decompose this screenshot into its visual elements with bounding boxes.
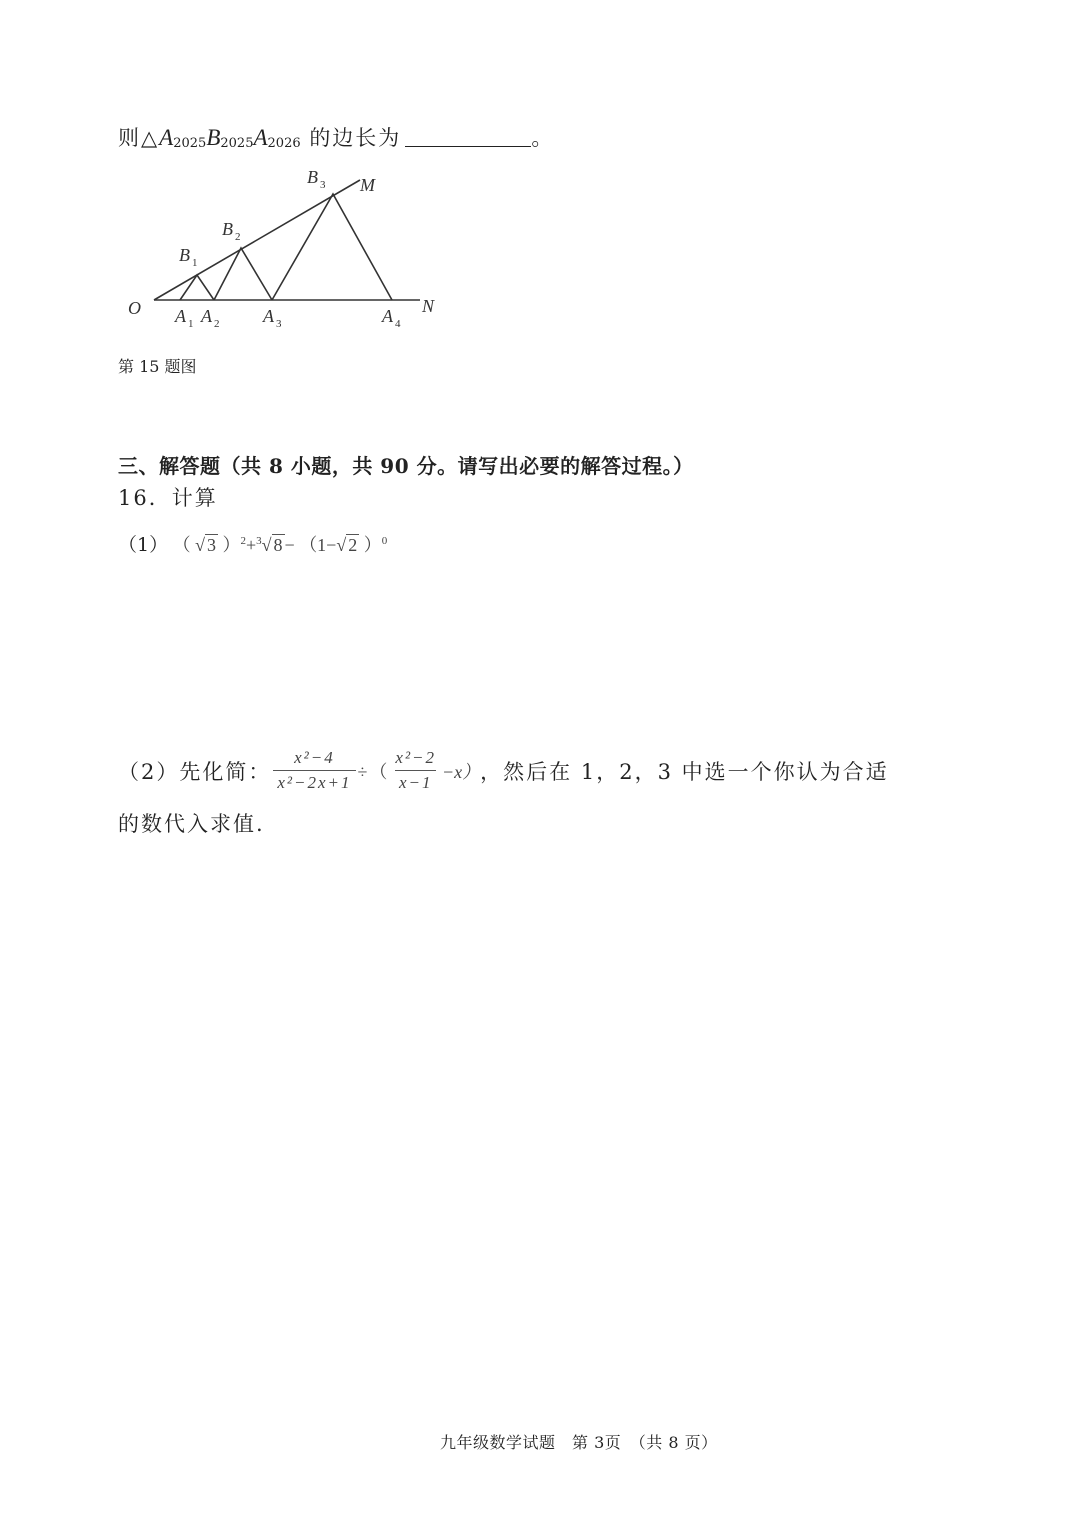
label-a3: A	[263, 306, 274, 326]
sub-2025-b: 2025	[220, 136, 254, 151]
plus-sign: +	[245, 535, 257, 555]
triangle-3	[272, 194, 392, 300]
sqrt-3: √ 3	[195, 535, 216, 555]
q16-part2	[118, 748, 889, 793]
label-a4: A	[382, 306, 393, 326]
radicand-3: 3	[206, 535, 216, 555]
radicand-8: 8	[273, 535, 283, 555]
paren-expr: （1−	[299, 535, 337, 555]
paren-open: （	[172, 535, 191, 555]
var-a: A	[159, 125, 174, 150]
part2-instruction: ，然后在 1，2，3 中选一个你认为合适	[480, 759, 889, 784]
label-b1: B	[179, 245, 190, 265]
label-b1-sub: 1	[192, 257, 198, 269]
paren-close-2: ）	[363, 535, 382, 555]
period: 。	[531, 126, 555, 150]
label-b2-sub: 2	[235, 231, 241, 243]
fraction-2-denominator: x−1	[395, 770, 437, 793]
sub-2026: 2026	[267, 136, 301, 151]
section-heading: 三、解答题（共 8 小题，共 90 分。请写出必要的解答过程。）	[118, 454, 694, 478]
var-b: B	[206, 125, 221, 150]
part2-label: （2）先化简：	[118, 759, 272, 784]
label-a2-sub: 2	[214, 318, 220, 330]
fraction-1-denominator: x²−2x+1	[273, 770, 355, 793]
q16-part1	[118, 530, 387, 557]
triangle-2	[214, 248, 272, 300]
label-b3: B	[307, 167, 318, 187]
exponent-2: 2	[240, 535, 246, 547]
label-m: M	[360, 175, 375, 195]
label-n: N	[422, 296, 435, 316]
q16-part2-line2: 的数代入求值.	[118, 812, 265, 836]
fraction-1	[273, 748, 355, 793]
q15-suffix: 的边长为	[309, 126, 402, 150]
paren-close: ）	[222, 535, 241, 555]
var-a2: A	[253, 125, 268, 150]
fraction-2	[391, 748, 440, 793]
triangle-symbol: △	[141, 126, 160, 150]
q16-title: 16．计算	[118, 486, 218, 510]
label-a3-sub: 3	[276, 318, 282, 330]
divide-sign: ÷（	[357, 761, 390, 782]
q15-prefix: 则	[118, 126, 141, 150]
figure-caption: 第 15 题图	[118, 357, 197, 376]
label-a4-sub: 4	[395, 318, 401, 330]
sub-2025-a: 2025	[173, 136, 207, 151]
exponent-0: 0	[381, 535, 388, 547]
label-b3-sub: 3	[320, 179, 326, 191]
page-footer: 九年级数学试题 第 3页 （共 8 页）	[440, 1433, 718, 1452]
q15-answer-line	[118, 122, 554, 152]
cbrt-8: √ 8	[261, 535, 283, 555]
label-a1-sub: 1	[188, 318, 194, 330]
triangle-1	[180, 275, 214, 300]
label-b2: B	[222, 219, 233, 239]
label-a2: A	[201, 306, 212, 326]
root-index-3: 3	[256, 535, 262, 547]
sqrt-2: √ 2	[336, 535, 358, 555]
q15-figure	[120, 160, 460, 340]
radicand-2: 2	[348, 535, 358, 555]
label-o: O	[128, 298, 141, 318]
minus-sign: −	[284, 535, 295, 555]
fraction-2-numerator: x²−2	[395, 748, 437, 767]
part1-label: （1）	[118, 534, 169, 556]
answer-blank[interactable]	[405, 126, 531, 147]
ray-om	[154, 180, 360, 300]
minus-x: −x）	[442, 761, 481, 782]
fraction-1-numerator: x²−4	[294, 748, 335, 767]
label-a1: A	[175, 306, 186, 326]
